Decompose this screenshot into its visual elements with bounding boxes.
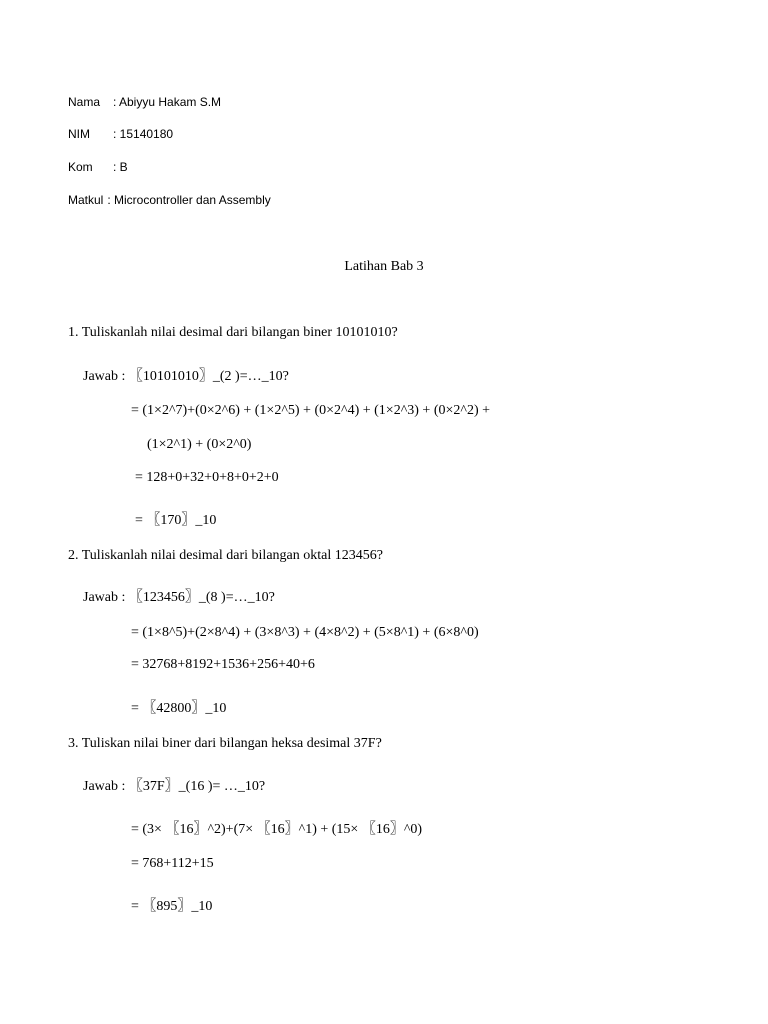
nim-label: NIM bbox=[68, 127, 90, 141]
nim-value: : 15140180 bbox=[113, 127, 174, 141]
kom-value: : B bbox=[113, 160, 128, 174]
answer-1: Jawab : 〖10101010〗_(2 )=…_10? bbox=[83, 369, 289, 384]
name-label: Nama bbox=[68, 95, 101, 109]
step-2-2: = 32768+8192+1536+256+40+6 bbox=[131, 657, 315, 672]
step-3-3: = 〖895〗_10 bbox=[131, 899, 213, 914]
step-2-1: = (1×8^5)+(2×8^4) + (3×8^3) + (4×8^2) + (5×8^1) + (6×8^0) bbox=[131, 625, 479, 640]
question-1: 1. Tuliskanlah nilai desimal dari bilangan biner 10101010? bbox=[68, 325, 398, 340]
step-1-3: = 128+0+32+0+8+0+2+0 bbox=[135, 470, 279, 485]
question-3: 3. Tuliskan nilai biner dari bilangan heksa desimal 37F? bbox=[68, 736, 382, 751]
header-name-row bbox=[68, 95, 221, 109]
header-kom-row bbox=[68, 160, 128, 174]
step-3-2: = 768+112+15 bbox=[131, 856, 214, 871]
answer-2: Jawab : 〖123456〗_(8 )=…_10? bbox=[83, 590, 275, 605]
header-matkul-row bbox=[68, 193, 271, 207]
answer-3: Jawab : 〖37F〗_(16 )= …_10? bbox=[83, 779, 266, 794]
step-1-2: (1×2^1) + (0×2^0) bbox=[147, 437, 252, 452]
matkul-value: : Microcontroller dan Assembly bbox=[107, 193, 271, 207]
question-2: 2. Tuliskanlah nilai desimal dari bilangan oktal 123456? bbox=[68, 548, 383, 563]
step-3-1: = (3× 〖16〗^2)+(7× 〖16〗^1) + (15× 〖16〗^0) bbox=[131, 822, 423, 837]
header-nim-row bbox=[68, 127, 173, 141]
step-2-3: = 〖42800〗_10 bbox=[131, 701, 227, 716]
step-1-1: = (1×2^7)+(0×2^6) + (1×2^5) + (0×2^4) + (1×2^3) + (0×2^2) + bbox=[131, 403, 491, 418]
kom-label: Kom bbox=[68, 160, 93, 174]
step-1-4: = 〖170〗_10 bbox=[135, 513, 217, 528]
page-title: Latihan Bab 3 bbox=[344, 259, 424, 274]
matkul-label: Matkul bbox=[68, 193, 104, 207]
name-value: : Abiyyu Hakam S.M bbox=[113, 95, 222, 109]
